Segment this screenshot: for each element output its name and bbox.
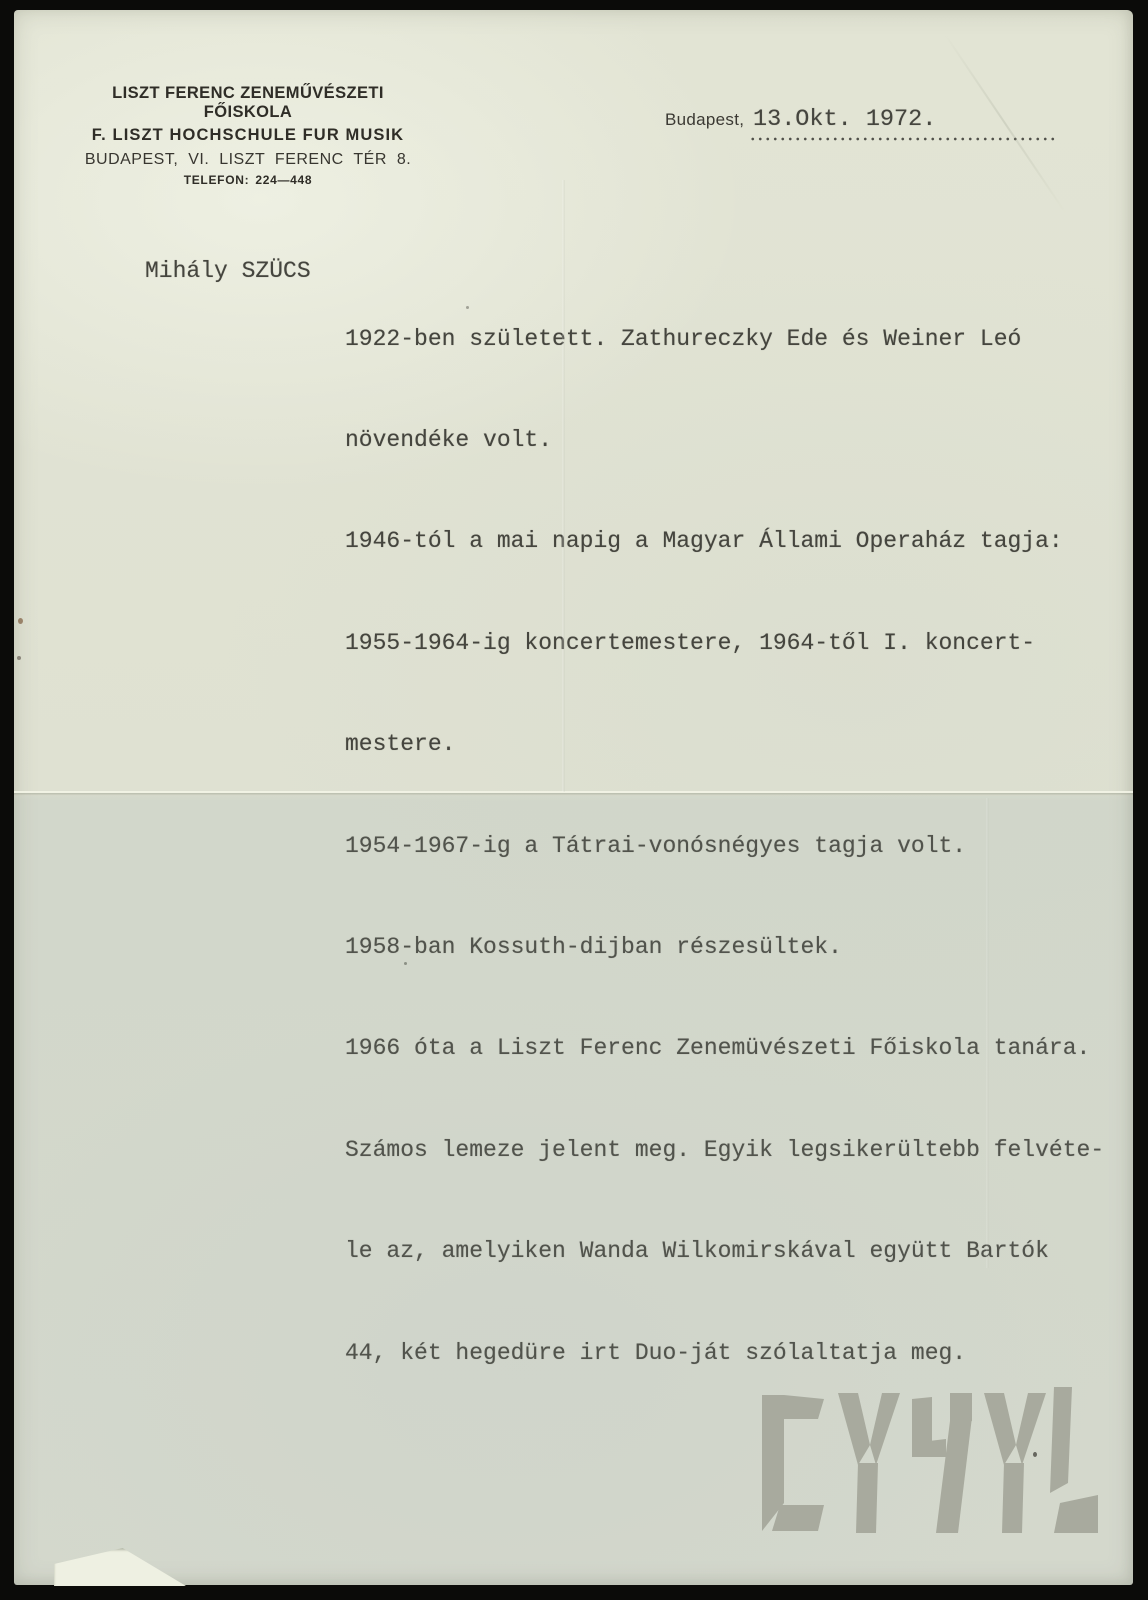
watermark-letter-r [912,1393,972,1533]
subject-name: Mihály SZÜCS [145,258,311,284]
letterhead [76,84,420,187]
vertical-crease [986,798,989,1268]
paper-speck [18,618,23,624]
body-line: növendéke volt. [345,426,553,453]
watermark-letter-y2 [984,1393,1046,1533]
diagonal-crease [944,34,1066,213]
dateline-typed-date: 13.Okt. 1972. [753,106,937,133]
paper-speck [404,962,407,965]
letterhead-institution-hu: LISZT FERENC ZENEMŰVÉSZETI FŐISKOLA [112,84,384,121]
paper-speck [17,656,21,660]
cyryl-watermark [754,1384,1099,1546]
dateline-dotted-rule [749,137,1055,141]
body-line: 1922-ben született. Zathureczky Ede és Weiner Leó [345,325,1022,352]
letterhead-telephone: TELEFON: 224—448 [183,173,313,187]
body-line: 1958-ban Kossuth-dijban részesültek. [345,933,842,960]
letterhead-institution-de: F. LISZT HOCHSCHULE FUR MUSIK [91,126,405,144]
watermark-letter-c [762,1395,824,1531]
body-line: 1946-tól a mai napig a Magyar Állami Operaház tagja: [345,528,1063,555]
body-line: 1966 óta a Liszt Ferenc Zenemüvészeti Főiskola tanára. [345,1035,1091,1062]
paper-speck [466,306,469,309]
body-line: Számos lemeze jelent meg. Egyik legsikerültebb felvéte- [345,1136,1105,1163]
body-line: 1955-1964-ig koncertemestere, 1964-től I. koncert- [345,629,1036,656]
watermark-letter-l [1050,1387,1098,1533]
body-line: mestere. [345,731,456,758]
body-line: 44, két hegedüre irt Duo-ját szólaltatja meg. [345,1339,967,1366]
vertical-crease [562,180,565,792]
paper-speck [1033,1452,1037,1457]
dateline-city: Budapest, [665,110,745,129]
paper-sheet [14,10,1133,1585]
watermark-letter-y [838,1393,900,1533]
body-line: le az, amelyiken Wanda Wilkomirskával együtt Bartók [345,1238,1049,1265]
body-line: 1954-1967-ig a Tátrai-vonósnégyes tagja volt. [345,832,967,859]
letterhead-address: BUDAPEST, VI. LISZT FERENC TÉR 8. [84,151,412,168]
